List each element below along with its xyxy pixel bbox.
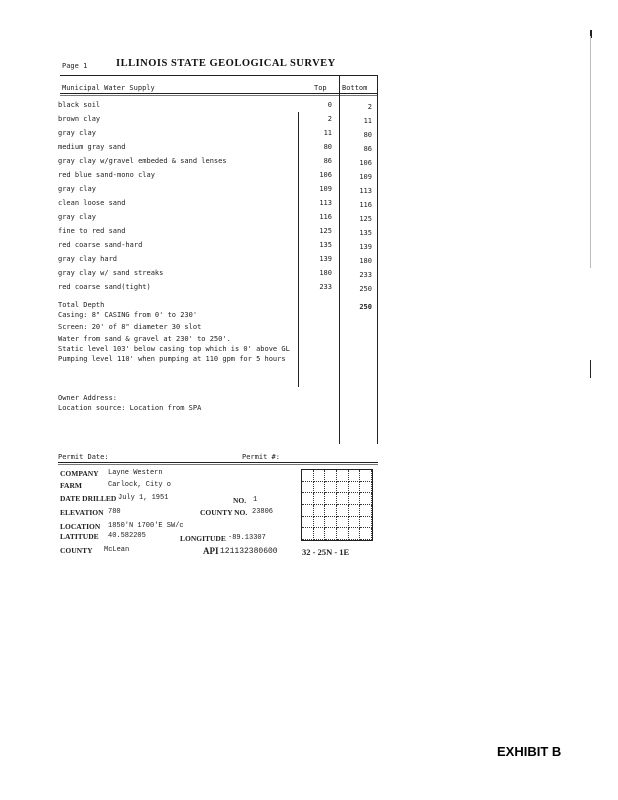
section-grid-cell: [302, 517, 314, 529]
top-rule: [60, 75, 378, 76]
log-row-top: 139: [319, 255, 332, 263]
section-grid-cell: [360, 470, 372, 482]
farm-label: FARM: [60, 481, 82, 490]
log-row-bottom: 106: [359, 159, 372, 167]
permit-rule-2: [58, 464, 378, 465]
log-row-desc: gray clay: [58, 213, 96, 221]
log-row-bottom: 11: [363, 117, 372, 125]
page-label: Page 1: [62, 62, 88, 70]
section-grid-cell: [314, 493, 326, 505]
section-grid-cell: [360, 482, 372, 494]
log-row-desc: medium gray sand: [58, 143, 126, 151]
log-row-top: 2: [327, 115, 332, 123]
log-row-top: 135: [319, 241, 332, 249]
section-grid-cell: [325, 470, 337, 482]
log-row-top: 180: [319, 269, 332, 277]
log-row-bottom: 80: [363, 131, 372, 139]
section-grid-cell: [337, 493, 349, 505]
log-row-desc: red coarse sand(tight): [58, 283, 151, 291]
log-row-desc: gray clay w/gravel embeded & sand lenses: [58, 157, 227, 165]
section-grid-cell: [337, 482, 349, 494]
section-grid-cell: [349, 505, 361, 517]
section-grid-cell: [360, 493, 372, 505]
section-grid-cell: [314, 528, 326, 540]
permit-rule: [58, 462, 378, 463]
section-grid-cell: [337, 470, 349, 482]
log-row-desc: red coarse sand-hard: [58, 241, 143, 249]
note-screen: Screen: 20' of 8" diameter 30 slot: [58, 323, 202, 331]
exhibit-label: EXHIBIT B: [497, 744, 562, 759]
supply-label: Municipal Water Supply: [62, 84, 155, 92]
log-row-desc: gray clay: [58, 129, 96, 137]
section-grid-cell: [337, 517, 349, 529]
section-grid-cell: [302, 482, 314, 494]
well-no-value: 1: [253, 496, 258, 504]
county-label: COUNTY: [60, 546, 93, 555]
section-grid-cell: [325, 505, 337, 517]
section-grid-cell: [337, 505, 349, 517]
company-label: COMPANY: [60, 469, 99, 478]
section-grid-cell: [302, 505, 314, 517]
location-label: LOCATION: [60, 522, 101, 531]
section-grid-cell: [360, 517, 372, 529]
log-row-desc: brown clay: [58, 115, 101, 123]
township-range: 32 - 25N - 1E: [302, 547, 350, 557]
log-row-desc: red blue sand-mono clay: [58, 171, 155, 179]
section-grid-cell: [325, 482, 337, 494]
log-row-top: 116: [319, 213, 332, 221]
company-value: Layne Western: [108, 469, 163, 477]
api-value: 121132380600: [220, 547, 278, 556]
col-divider-left: [298, 112, 299, 387]
elevation-label: ELEVATION: [60, 508, 104, 517]
county-no-label: COUNTY NO.: [200, 508, 248, 517]
section-grid-cell: [325, 517, 337, 529]
latitude-value: 40.582205: [108, 532, 146, 540]
log-row-bottom: 233: [359, 271, 372, 279]
log-row-bottom: 135: [359, 229, 372, 237]
log-row-top: 109: [319, 185, 332, 193]
log-row-bottom: 125: [359, 215, 372, 223]
section-grid-cell: [302, 528, 314, 540]
location-source: Location source: Location from SPA: [58, 404, 202, 412]
col-bottom-header: Bottom: [342, 84, 368, 92]
header-rule: [60, 93, 378, 94]
col-divider-right: [377, 76, 378, 444]
longitude-value: -89.13307: [228, 534, 266, 542]
col-top-header: Top: [314, 84, 327, 92]
api-label: API: [203, 546, 219, 556]
section-grid-cell: [302, 470, 314, 482]
section-grid: [301, 469, 373, 541]
section-grid-cell: [314, 482, 326, 494]
margin-mark-lower: [590, 360, 591, 378]
section-grid-cell: [325, 528, 337, 540]
log-row-bottom: 116: [359, 201, 372, 209]
elevation-value: 780: [108, 508, 121, 516]
log-row-desc: black soil: [58, 101, 101, 109]
section-grid-cell: [314, 470, 326, 482]
page-title: ILLINOIS STATE GEOLOGICAL SURVEY: [116, 58, 336, 69]
owner-address-label: Owner Address:: [58, 394, 118, 402]
date-drilled-value: July 1, 1951: [118, 494, 169, 502]
well-no-label: NO.: [233, 496, 247, 505]
section-grid-cell: [337, 528, 349, 540]
log-row-top: 11: [323, 129, 332, 137]
log-row-top: 86: [323, 157, 332, 165]
section-grid-cell: [349, 482, 361, 494]
section-grid-cell: [314, 517, 326, 529]
date-drilled-label: DATE DRILLED: [60, 494, 117, 503]
log-row-bottom: 250: [359, 285, 372, 293]
log-row-desc: clean loose sand: [58, 199, 126, 207]
section-grid-cell: [349, 493, 361, 505]
county-no-value: 23806: [252, 508, 274, 516]
log-row-top: 125: [319, 227, 332, 235]
section-grid-cell: [325, 493, 337, 505]
section-grid-cell: [349, 528, 361, 540]
permit-date-label: Permit Date:: [58, 453, 109, 461]
margin-line: [590, 36, 591, 268]
permit-number-label: Permit #:: [242, 453, 280, 461]
log-row-bottom: 139: [359, 243, 372, 251]
location-value: 1850'N 1700'E SW/c: [108, 522, 184, 530]
log-row-bottom: 180: [359, 257, 372, 265]
log-row-top: 106: [319, 171, 332, 179]
section-grid-cell: [360, 505, 372, 517]
log-row-desc: gray clay: [58, 185, 96, 193]
county-value: McLean: [104, 546, 130, 554]
total-depth-label: Total Depth: [58, 301, 105, 309]
section-grid-cell: [314, 505, 326, 517]
log-row-top: 233: [319, 283, 332, 291]
col-divider-mid: [339, 76, 340, 444]
total-depth-value: 250: [359, 303, 372, 311]
log-row-desc: fine to red sand: [58, 227, 126, 235]
latitude-label: LATITUDE: [60, 532, 99, 541]
log-row-desc: gray clay hard: [58, 255, 118, 263]
log-row-top: 0: [327, 101, 332, 109]
note-water: Water from sand & gravel at 230' to 250'.: [58, 335, 231, 343]
log-row-top: 113: [319, 199, 332, 207]
note-casing: Casing: 8" CASING from 0' to 230': [58, 311, 198, 319]
section-grid-cell: [349, 470, 361, 482]
log-row-bottom: 113: [359, 187, 372, 195]
log-row-bottom: 109: [359, 173, 372, 181]
section-grid-cell: [349, 517, 361, 529]
farm-value: Carlock, City o: [108, 481, 172, 489]
header-rule-2: [60, 95, 378, 96]
log-row-top: 80: [323, 143, 332, 151]
log-row-bottom: 2: [367, 103, 372, 111]
log-row-bottom: 86: [363, 145, 372, 153]
section-grid-cell: [360, 528, 372, 540]
log-row-desc: gray clay w/ sand streaks: [58, 269, 164, 277]
section-grid-cell: [302, 493, 314, 505]
note-static-level: Static level 103' below casing top which is 0' above GL: [58, 345, 290, 353]
note-pumping-level: Pumping level 110' when pumping at 110 gpm for 5 hours: [58, 355, 286, 363]
longitude-label: LONGITUDE: [180, 534, 226, 543]
